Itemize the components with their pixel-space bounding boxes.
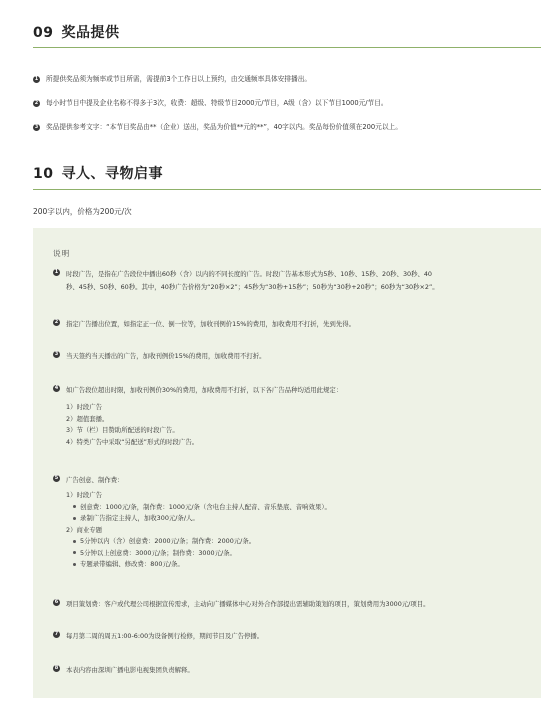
- list-item: [33, 75, 541, 84]
- item-4-sublist: [66, 402, 198, 448]
- explanation-item-8: [53, 664, 523, 677]
- sub-item: 5分钟以内（含）创意费：2000元/条；制作费：2000元/条。: [66, 536, 331, 548]
- item-5-sublist: [66, 490, 331, 571]
- number-badge: 3: [34, 124, 39, 130]
- section-number: 10: [33, 166, 54, 182]
- lost-notice-price: 200字以内，价格为200元/次: [33, 207, 132, 216]
- number-badge: 3: [54, 351, 59, 357]
- sub-group-title: 2）商业专题: [66, 525, 103, 534]
- number-badge: 8: [54, 665, 59, 671]
- number-badge: 7: [54, 631, 59, 637]
- section-divider: [33, 47, 541, 48]
- sub-group-title: 1）时段广告: [66, 491, 103, 499]
- bullet-dot: [73, 540, 76, 543]
- list-item-text: 所提供奖品须为频率或节目所需，需提前3个工作日以上预约，由交通频率具体安排播出。: [46, 75, 312, 83]
- explanation-item-7: [53, 630, 523, 643]
- item-text: 当天签约当天播出的广告，加收刊例价15%的费用，加收费用不打折。: [66, 352, 266, 360]
- section-title: 奖品提供: [61, 25, 120, 41]
- explanation-title: 说明: [53, 249, 71, 258]
- section-09-heading: [33, 22, 119, 42]
- number-badge: 1: [54, 269, 59, 275]
- sub-item: 5分钟以上创意费：3000元/条；制作费：3000元/条。: [66, 548, 331, 560]
- explanation-item-3: [53, 350, 523, 363]
- bullet-dot: [73, 517, 76, 520]
- item-text: 本表内容由深圳广播电影电视集团负责解释。: [66, 666, 194, 674]
- explanation-item-6: [53, 598, 523, 611]
- sub-item: 3）节（栏）目赞助所配送的时段广告。: [66, 426, 179, 434]
- number-badge: 5: [54, 475, 59, 481]
- section-10-heading: [33, 163, 163, 183]
- explanation-item-2: [53, 318, 523, 331]
- bullet-dot: [73, 551, 76, 554]
- list-item-text: 每小时节目中提及企业名称不得多于3次，收费：超级、特级节目2000元/节目，A级（含）以下节目1000元/节目。: [46, 99, 388, 107]
- sub-item: 4）特类广告中采取“另配送”形式的时段广告。: [66, 437, 199, 446]
- number-badge: 1: [34, 76, 39, 82]
- number-badge: 6: [54, 599, 59, 605]
- item-text-line1: 时段广告，是指在广告段位中播出60秒（含）以内的不同长度的广告。时段广告基本形式为5秒、10秒、15秒、20秒、30秒、40: [66, 270, 432, 278]
- section-title: 寻人、寻物启事: [61, 166, 163, 182]
- sub-item: 2）超值套播。: [66, 414, 109, 423]
- explanation-item-4: [53, 384, 523, 397]
- section-number: 09: [33, 25, 54, 41]
- explanation-item-1: [53, 268, 523, 294]
- bullet-dot: [73, 505, 76, 508]
- item-text: 每月第二周的周五1:00-6:00为设备例行检修，期间节目及广告停播。: [66, 632, 264, 640]
- item-text: 指定广告播出位置，如指定正一位、倒一位等，加收刊例价15%的费用，加收费用不打折，先到先得。: [66, 320, 355, 328]
- explanation-item-5: [53, 474, 523, 487]
- section-divider: [33, 189, 541, 190]
- explanation-box: [33, 228, 541, 698]
- item-text-line2: 秒、45秒、50秒、60秒。其中，40秒广告价格为“20秒×2”；45秒为“30秒+15秒”；50秒为“30秒+20秒”；60秒为“30秒×2”。: [66, 283, 439, 291]
- list-item: [33, 123, 541, 132]
- sub-item: 1）时段广告: [66, 403, 103, 411]
- list-item: [33, 99, 541, 108]
- sub-item: 录制广告指定主持人，加收300元/条/人。: [66, 513, 331, 525]
- item-text: 项目策划费：客户或代理公司根据宣传需求，主动向广播媒体中心对外合作部提出需辅助策划的项目，策划费用为3000元/项目。: [66, 600, 430, 608]
- number-badge: 2: [54, 319, 59, 325]
- number-badge: 2: [34, 100, 39, 106]
- sub-item: 创意费：1000元/条，制作费：1000元/条（含电台主持人配音、音乐垫底、音响效果）。: [66, 502, 331, 514]
- sub-item: 专题录带编辑、修改费：800元/条。: [66, 559, 331, 571]
- bullet-dot: [73, 563, 76, 566]
- item-text: 广告创意、制作费：: [66, 476, 124, 484]
- list-item-text: 奖品提供参考文字：“本节目奖品由**（企业）送出，奖品为价值**元的**”，40字以内。奖品每份价值须在200元以上。: [46, 123, 402, 131]
- number-badge: 4: [54, 385, 59, 391]
- item-text: 如广告段位超出时限，加收刊例价30%的费用，加收费用不打折，以下各广告品种均适用此规定：: [66, 386, 343, 394]
